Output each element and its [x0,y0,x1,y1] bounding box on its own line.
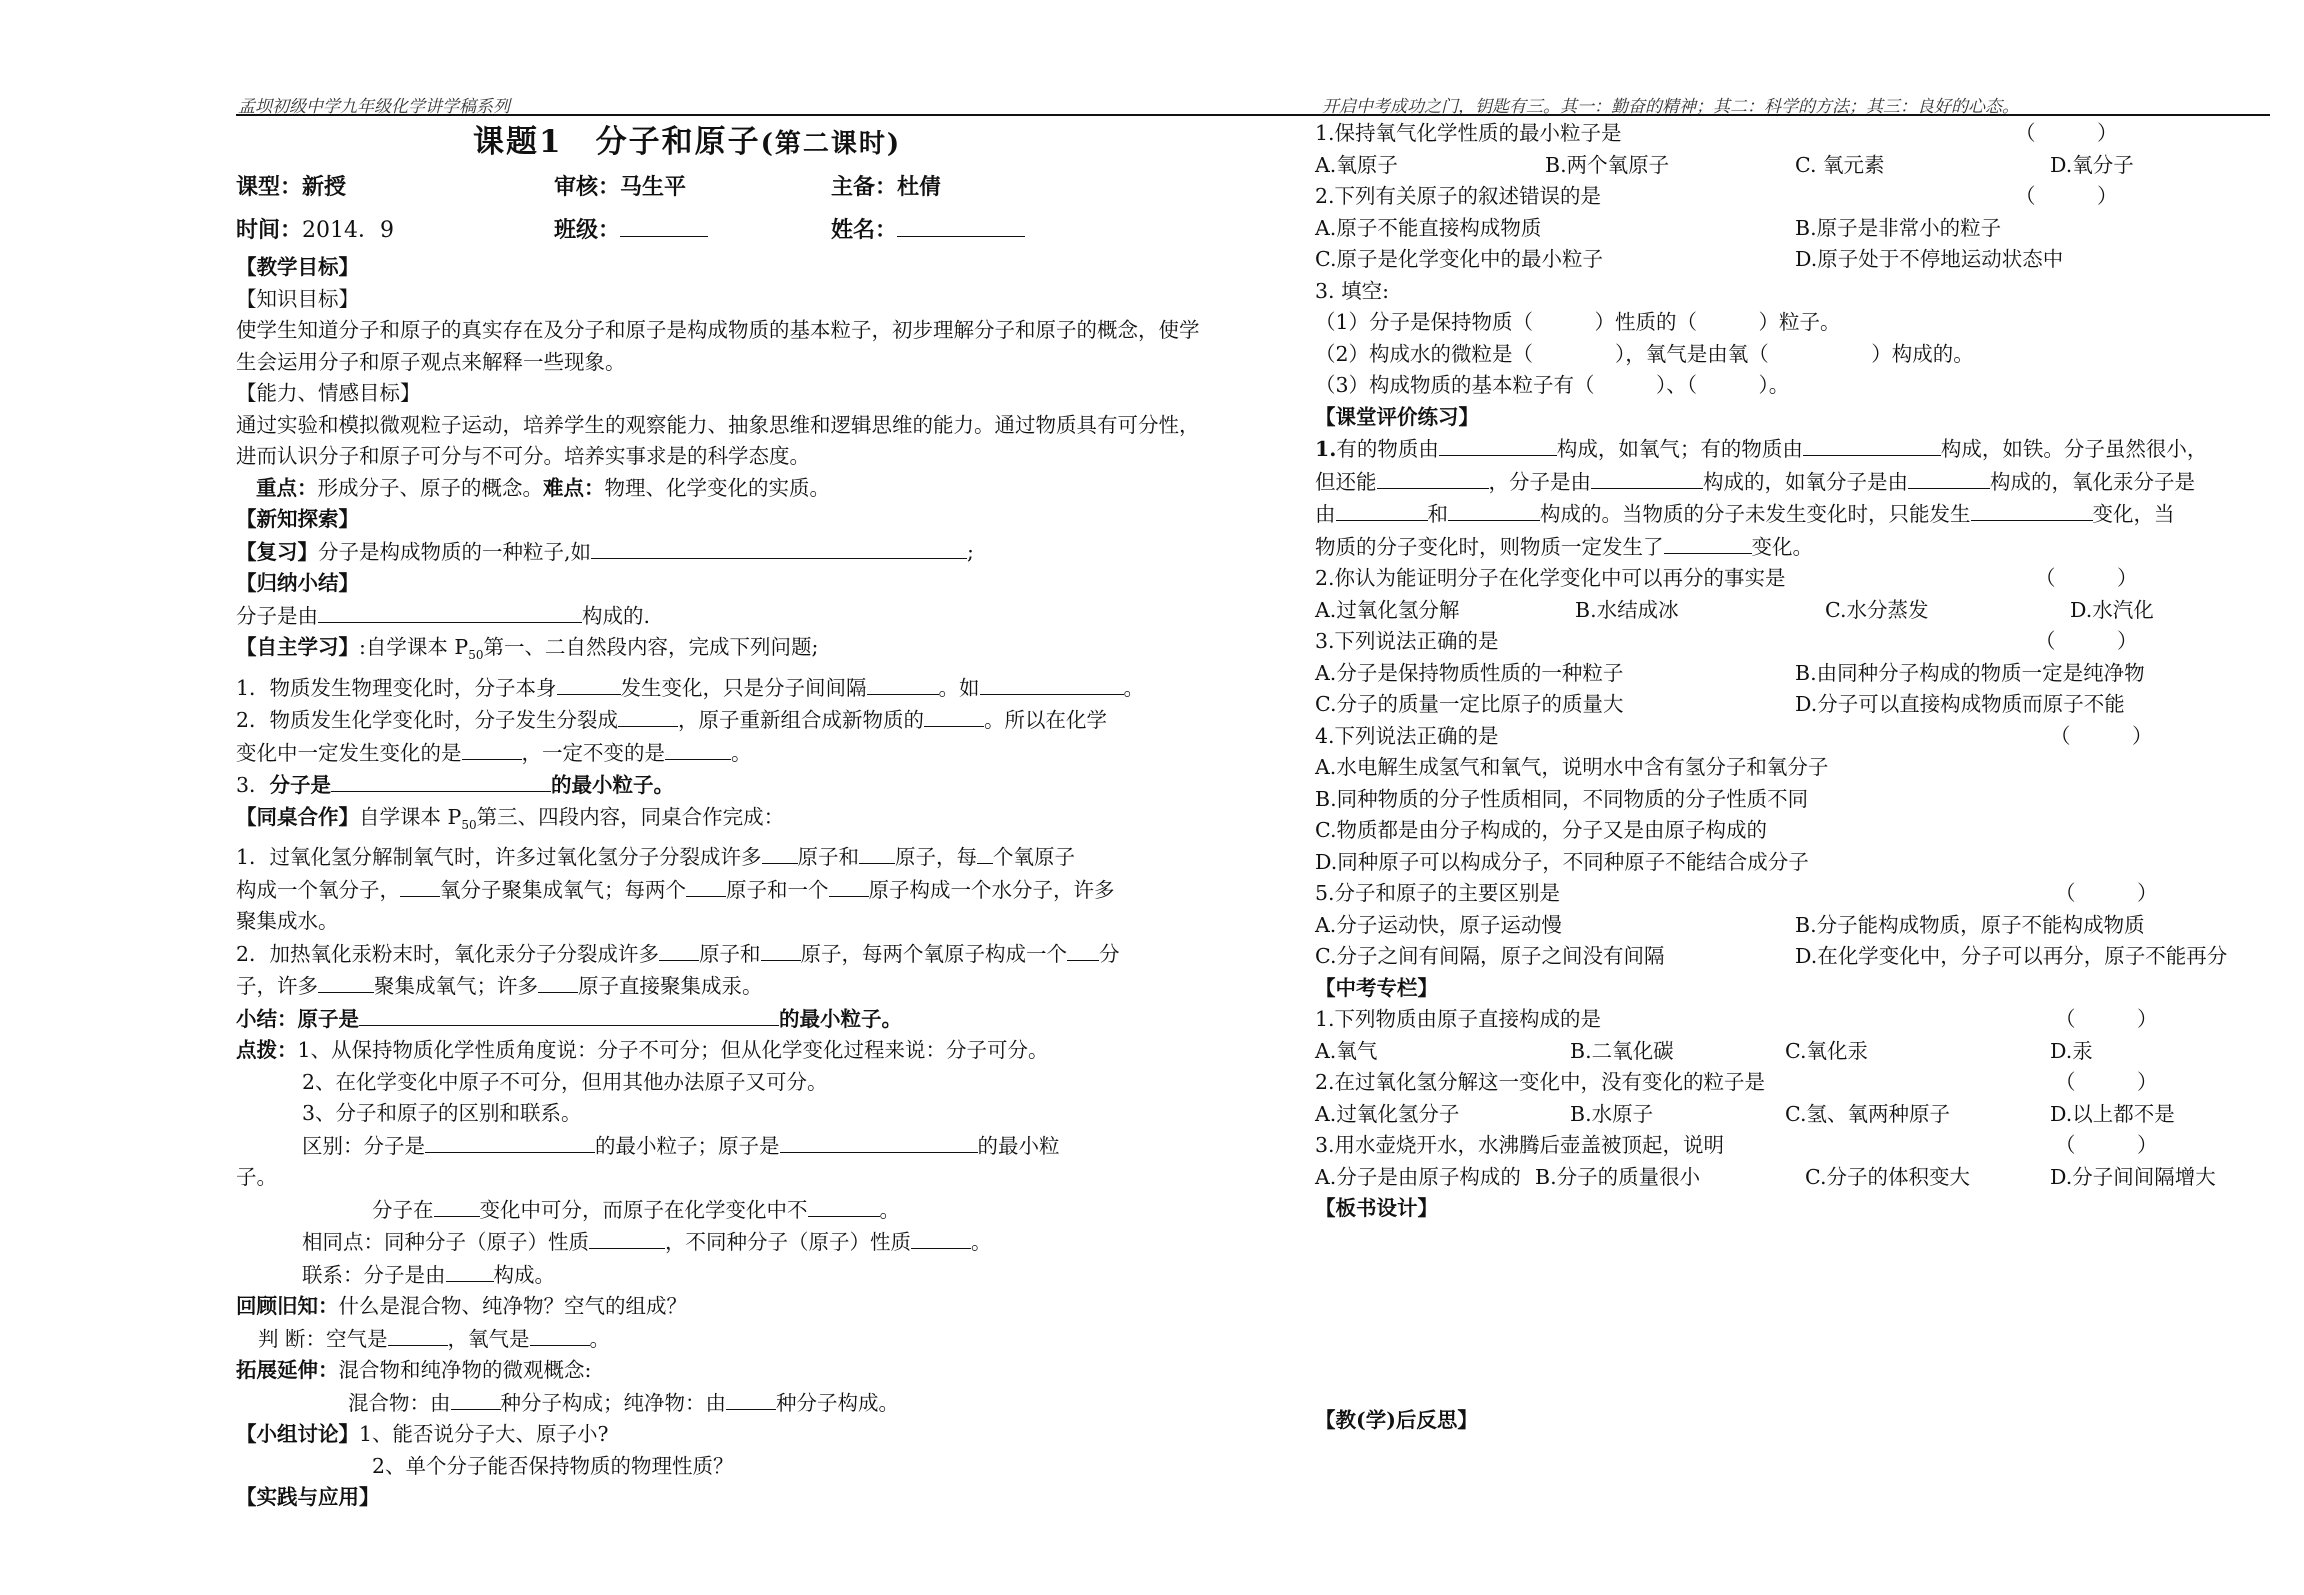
tip-3: 3、分子和原子的区别和联系。 [302,1101,582,1126]
key-points: 重点：形成分子、原子的概念。难点：物理、化学变化的实质。 [256,475,830,500]
eval-q1-line4: 物质的分子变化时，则物质一定发生了 变化。 [1315,531,2270,564]
lesson-type: 课型：新授 [236,174,347,200]
right-column [1315,118,2270,1436]
conclusion-line: 小结：原子是 的最小粒子。 [236,1003,1211,1036]
option-d[interactable]: D.分子可以直接构成物质而原子不能 [1795,692,2125,716]
option-c[interactable]: C.水分蒸发 [1825,597,1929,622]
question-1-options [1315,150,2270,182]
eval-q2-options [1315,595,2270,627]
option-b[interactable]: B.二氧化碳 [1570,1038,1674,1063]
option-a[interactable]: A.氧气 [1315,1038,1378,1063]
board-design-area [1315,1225,2270,1405]
option-c[interactable]: C.分子的质量一定比原子的质量大 [1315,692,1624,716]
coop-q2-cont: 子，许多 聚集成氧气；许多 原子直接聚集成汞。 [236,970,1211,1003]
question-2-options-cd [1315,244,2270,276]
similarity-line: 相同点：同种分子（原子）性质 ，不同种分子（原子）性质 。 [236,1226,1211,1259]
option-a[interactable]: A.过氧化氢分解 [1315,597,1460,622]
question-3-2: （2）构成水的微粒是（ ），氧气是由氧（ ）构成的。 [1315,341,1974,366]
option-d[interactable]: D.水汽化 [2070,597,2154,622]
eval-q5-options-cd [1315,941,2270,973]
option-d[interactable]: D.同种原子可以构成分子，不同种原子不能结合成分子 [1315,849,1809,874]
summary-line: 分子是由 构成的. [236,600,1211,633]
option-b[interactable]: B.水原子 [1570,1101,1654,1126]
option-a[interactable]: A.分子是保持物质性质的一种粒子 [1315,660,1624,685]
coop-q1-cont: 构成一个氧分子， 氧分子聚集成氧气；每两个 原子和一个 原子构成一个水分子，许多 [236,874,1211,907]
eval-q3: 3.下列说法正确的是 （ ） [1315,629,2138,653]
eval-q5-options-ab [1315,910,2270,942]
question-2-options-ab [1315,213,2270,245]
header-right-text: 开启中考成功之门，钥匙有三。其一：勤奋的精神；其二：科学的方法；其三：良好的心态。 [1322,97,2019,117]
link-line: 联系：分子是由 构成。 [236,1259,1211,1292]
exam-q3: 3.用水壶烧开水，水沸腾后壶盖被顶起，说明 （ ） [1315,1133,2158,1157]
left-column [236,118,1211,1514]
judge-line: 判 断：空气是 ，氧气是 。 [236,1323,1211,1356]
group-discussion-q1: 【小组讨论】1、能否说分子大、原子小? [236,1422,609,1447]
self-q3: 3．分子是 的最小粒子。 [236,769,1211,802]
option-a[interactable]: A.分子运动快，原子运动慢 [1315,912,1562,937]
exam-heading: 【中考专栏】 [1315,975,1438,1000]
option-b[interactable]: B.原子是非常小的粒子 [1795,215,2002,240]
ability-text: 通过实验和模拟微观粒子运动，培养学生的观察能力、抽象思维和逻辑思维的能力。通过物质具有可分性，进而认识分子和原子可分与不可分。培养实事求是的科学态度。 [236,412,1200,468]
eval-q1-line1: 1.有的物质由 构成，如氧气；有的物质由 构成，如铁。分子虽然很小， [1315,433,2270,466]
summary-heading: 【归纳小结】 [236,571,359,595]
title-sub: (第二课时) [760,129,902,159]
coop-q1: 1．过氧化氢分解制氧气时，许多过氧化氢分子分裂成许多 原子和 原子，每 个氧原子 [236,841,1211,874]
meta-row-2 [236,209,1211,252]
goals-heading: 【教学目标】 [236,255,359,279]
board-design-heading: 【板书设计】 [1315,1196,1438,1220]
lead-preparer: 主备：杜倩 [831,174,942,200]
exam-q1: 1.下列物质由原子直接构成的是 （ ） [1315,1007,2158,1031]
question-2: 2.下列有关原子的叙述错误的是 （ ） [1315,184,2118,208]
explore-heading: 【新知探索】 [236,507,359,531]
option-b[interactable]: B.由同种分子构成的物质一定是纯净物 [1795,660,2145,685]
practice-heading: 【实践与应用】 [236,1485,380,1510]
exam-q1-options [1315,1036,2270,1068]
question-3: 3. 填空: [1315,278,1389,303]
reviewer: 审核：马生平 [554,174,687,200]
option-a[interactable]: A.原子不能直接构成物质 [1315,215,1542,240]
title-main: 课题1 分子和原子 [473,124,761,160]
question-3-1: （1）分子是保持物质（ ）性质的（ ）粒子。 [1315,310,1841,334]
option-b[interactable]: B.水结成冰 [1575,597,1679,622]
eval-q4: 4.下列说法正确的是 （ ） [1315,723,2153,748]
self-study-line: 【自主学习】:自学课本 $P_{50}$第一、二自然段内容，完成下列问题; [236,635,819,663]
option-c[interactable]: C.分子的体积变大 [1805,1164,1970,1189]
option-b[interactable]: B.同种物质的分子性质相同，不同物质的分子性质不同 [1315,786,1809,811]
header-left-text: 孟坝初级中学九年级化学讲学稿系列 [238,97,510,117]
review-line: 【复习】分子是构成物质的一种粒子,如 ; [236,536,1211,569]
knowledge-text: 使学生知道分子和原子的真实存在及分子和原子是构成物质的基本粒子，初步理解分子和原子的概念，使学生会运用分子和原子观点来解释一些现象。 [236,318,1200,374]
eval-q3-options-cd [1315,689,2270,721]
page-title [236,118,1211,166]
knowledge-heading: 【知识目标】 [236,286,359,311]
question-3-3: （3）构成物质的基本粒子有（ ）、（ ）。 [1315,373,1790,397]
option-d[interactable]: D.氧分子 [2050,152,2134,177]
option-d[interactable]: D.在化学变化中，分子可以再分，原子不能再分 [1795,944,2228,968]
exam-q2-options [1315,1099,2270,1131]
mixture-line: 混合物：由 种分子构成；纯净物：由 种分子构成。 [236,1387,1211,1420]
option-a[interactable]: A.过氧化氢分子 [1315,1101,1460,1126]
exam-q2: 2.在过氧化氢分解这一变化中，没有变化的粒子是 （ ） [1315,1070,2158,1094]
option-b[interactable]: B.两个氧原子 [1545,152,1670,177]
option-d[interactable]: D.汞 [2050,1038,2093,1063]
meta-row-1 [236,166,1211,209]
self-q1: 1．物质发生物理变化时，分子本身 发生变化，只是分子间间隔 。如 。 [236,672,1211,705]
question-1: 1.保持氧气化学性质的最小粒子是 （ ） [1315,121,2118,145]
header-rule [236,114,2270,116]
eval-q2: 2.你认为能证明分子在化学变化中可以再分的事实是 （ ） [1315,566,2138,590]
difference-line-end: 子。 [236,1165,277,1190]
tip-1: 点拨：1、从保持物质化学性质角度说：分子不可分；但从化学变化过程来说：分子可分。 [236,1038,1049,1063]
option-b[interactable]: B.分子的质量很小 [1535,1164,1701,1189]
option-a[interactable]: A.分子是由原子构成的 [1315,1164,1521,1189]
option-c[interactable]: C.原子是化学变化中的最小粒子 [1315,247,1603,271]
option-a[interactable]: A.氧原子 [1315,152,1398,177]
option-c[interactable]: C.分子之间有间隔，原子之间没有间隔 [1315,944,1665,968]
group-discussion-q2: 2、单个分子能否保持物质的物理性质？ [372,1453,734,1478]
recall-line: 回顾旧知：什么是混合物、纯净物？空气的组成？ [236,1294,687,1319]
option-c[interactable]: C. 氧元素 [1795,152,1885,177]
extension-line: 拓展延伸：混合物和纯净物的微观概念: [236,1358,592,1383]
self-q2: 2．物质发生化学变化时，分子发生分裂成 ，原子重新组合成新物质的 。所以在化学 [236,704,1211,737]
option-d[interactable]: D.原子处于不停地运动状态中 [1795,247,2064,271]
class-field[interactable]: 班级： [554,209,708,252]
ability-heading: 【能力、情感目标】 [236,381,421,405]
evaluation-heading: 【课堂评价练习】 [1315,404,1479,429]
date: 时间：2014．9 [236,217,395,243]
coop-line: 【同桌合作】自学课本 $P_{50}$第三、四段内容，同桌合作完成： [236,804,785,832]
eval-q3-options-ab [1315,658,2270,690]
eval-q1-line3: 由 和 构成的。当物质的分子未发生变化时，只能发生 变化，当 [1315,498,2270,531]
option-a[interactable]: A.水电解生成氢气和氧气，说明水中含有氢分子和氧分子 [1315,755,1829,779]
eval-q5: 5.分子和原子的主要区别是 （ ） [1315,881,2158,905]
option-c[interactable]: C.氢、氧两种原子 [1785,1101,1950,1126]
exam-q3-options [1315,1162,2270,1194]
option-c[interactable]: C.氧化汞 [1785,1038,1868,1063]
option-d[interactable]: D.以上都不是 [2050,1101,2175,1126]
option-b[interactable]: B.分子能构成物质，原子不能构成物质 [1795,912,2145,937]
reflection-heading: 【教(学)后反思】 [1315,1407,1478,1432]
name-field[interactable]: 姓名： [831,209,1025,252]
difference-line-2: 分子在 变化中可分，而原子在化学变化中不 。 [236,1194,1211,1227]
coop-q1-end: 聚集成水。 [236,909,339,934]
difference-line: 区别：分子是 的最小粒子；原子是 的最小粒 [236,1130,1211,1163]
self-q2-cont: 变化中一定发生变化的是 ，一定不变的是 。 [236,737,1211,770]
coop-q2: 2．加热氧化汞粉末时，氧化汞分子分裂成许多 原子和 原子，每两个氧原子构成一个 分 [236,938,1211,971]
tip-2: 2、在化学变化中原子不可分，但用其他办法原子又可分。 [302,1069,828,1094]
option-d[interactable]: D.分子间间隔增大 [2050,1164,2216,1189]
eval-q1-line2: 但还能 ，分子是由 构成的，如氧分子是由 构成的，氧化汞分子是 [1315,466,2270,499]
option-c[interactable]: C.物质都是由分子构成的，分子又是由原子构成的 [1315,818,1767,842]
